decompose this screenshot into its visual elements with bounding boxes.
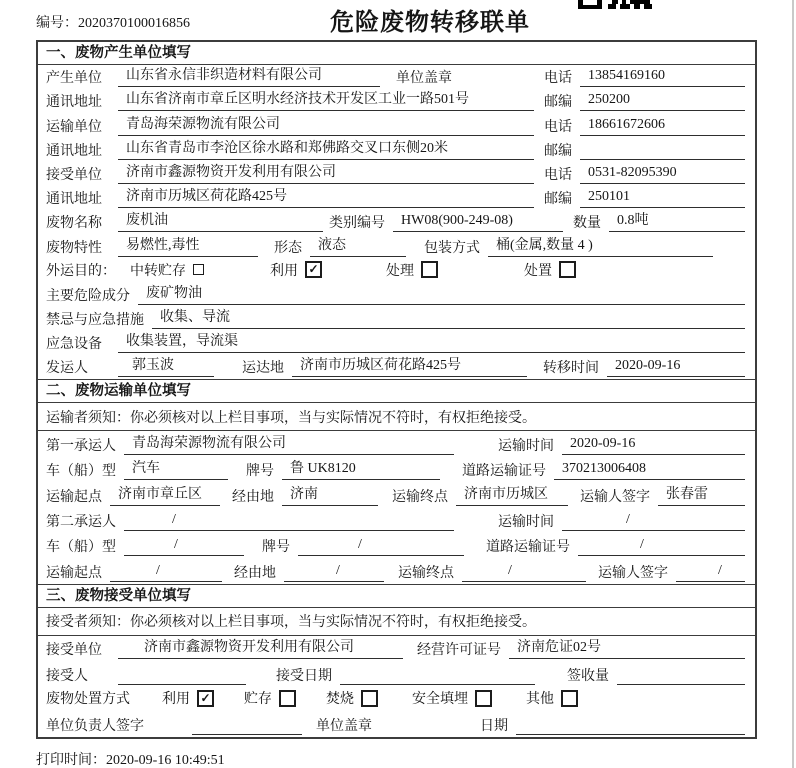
disposal-storage-checkbox	[279, 690, 296, 707]
disposal-other-checkbox	[561, 690, 578, 707]
disposal-other-label: 其他	[526, 692, 554, 708]
quantity-value: 0.8吨	[609, 209, 745, 232]
receiver-person-value	[118, 667, 246, 685]
purpose-transit-storage-checkbox	[193, 264, 204, 275]
section-receiver	[38, 584, 755, 738]
main-hazardous-component-value: 废矿物油	[138, 282, 745, 305]
via-1-value: 济南	[282, 483, 378, 506]
row-emergency-equipment	[38, 331, 755, 355]
receiver-phone-value: 0531-82095390	[580, 165, 745, 184]
row-receiver-person	[38, 661, 755, 686]
disposal-incinerate-checkbox	[361, 690, 378, 707]
origin-1-value: 济南市章丘区	[110, 483, 220, 506]
purpose-utilize-label: 利用	[270, 263, 298, 279]
operating-license-label: 经营许可证号	[417, 643, 501, 659]
purpose-utilize-option	[270, 260, 322, 280]
waste-name-value: 废机油	[118, 209, 323, 232]
road-permit-2-value: /	[578, 537, 745, 556]
producer-postcode-value: 250200	[580, 92, 745, 111]
receive-date-label: 接受日期	[276, 668, 332, 684]
purpose-dispose-option	[524, 260, 576, 280]
vehicle-type-1-label: 车（船）型	[46, 464, 116, 480]
received-quantity-label: 签收量	[567, 668, 609, 684]
packaging-value: 桶(金属,数量 4 )	[488, 234, 713, 257]
second-carrier-value: /	[124, 512, 454, 531]
disposal-incinerate-label: 焚烧	[326, 692, 354, 708]
consignor-label: 发运人	[46, 361, 88, 377]
seal-date-label: 日期	[480, 719, 508, 735]
transporter-postcode-value	[580, 142, 745, 160]
transporter-notice-label: 运输者须知：	[46, 410, 130, 426]
row-main-hazardous-component	[38, 283, 755, 307]
unit-seal-label: 单位盖章	[396, 71, 452, 87]
receive-date-value	[340, 667, 535, 685]
receiver-notice-text: 你必须核对以上栏目事项，当与实际情况不符时，有权拒绝接受。	[130, 615, 536, 631]
transfer-date-label: 转移时间	[543, 361, 599, 377]
disposal-other-option	[526, 688, 578, 708]
plate-number-2-label: 牌号	[262, 540, 290, 556]
producer-address-label: 通讯地址	[46, 95, 102, 111]
page-edge-line	[792, 0, 794, 768]
section-transporter	[38, 379, 755, 583]
row-second-carrier	[38, 508, 755, 533]
waste-characteristics-label: 废物特性	[46, 240, 102, 256]
carrier-signature-1-label: 运输人签字	[580, 489, 650, 505]
transport-date-1-label: 运输时间	[498, 438, 554, 454]
receiver-phone-label: 电话	[544, 167, 572, 183]
row-vehicle-1	[38, 457, 755, 482]
transfer-date-value: 2020-09-16	[607, 358, 745, 377]
row-waste-name	[38, 210, 755, 234]
purpose-dispose-checkbox	[559, 261, 576, 278]
seal-date-value	[516, 717, 745, 735]
row-waste-characteristics	[38, 234, 755, 258]
row-first-carrier	[38, 431, 755, 456]
row-receiver-unit	[38, 162, 755, 186]
physical-form-value: 液态	[310, 234, 406, 257]
row-disposal-method	[38, 687, 755, 712]
transfer-purpose-label: 外运目的：	[46, 263, 116, 279]
responsible-signature-label: 单位负责人签字	[46, 719, 144, 735]
transporter-notice-text: 你必须核对以上栏目事项，当与实际情况不符时，有权拒绝接受。	[130, 410, 536, 426]
receiver-person-label: 接受人	[46, 668, 88, 684]
responsible-signature-value	[192, 717, 302, 735]
purpose-transit-storage-label: 中转贮存	[130, 263, 186, 279]
disposal-utilize-checkbox-checked: ✓	[197, 690, 214, 707]
transporter-address-value: 山东省青岛市李沧区徐水路和郑佛路交叉口东侧20米	[118, 137, 534, 160]
row-transfer-purpose	[38, 259, 755, 283]
terminus-2-label: 运输终点	[398, 565, 454, 581]
section-generator-header: 一、废物产生单位填写	[38, 42, 755, 65]
purpose-treat-checkbox	[421, 261, 438, 278]
vehicle-type-2-label: 车（船）型	[46, 540, 116, 556]
vehicle-type-1-value: 汽车	[124, 457, 228, 480]
producer-unit-label: 产生单位	[46, 71, 102, 87]
producer-address-value: 山东省济南市章丘区明水经济技术开发区工业一路501号	[118, 88, 534, 111]
row-responsible-signature	[38, 712, 755, 737]
receiver-postcode-value: 250101	[580, 189, 745, 208]
plate-number-1-label: 牌号	[246, 464, 274, 480]
received-quantity-value	[617, 667, 745, 685]
packaging-label: 包装方式	[424, 240, 480, 256]
disposal-method-label: 废物处置方式	[46, 692, 130, 708]
row-producer-address	[38, 89, 755, 113]
transporter-unit-label: 运输单位	[46, 119, 102, 135]
producer-unit-value: 山东省永信非织造材料有限公司	[118, 64, 380, 87]
road-permit-1-label: 道路运输证号	[462, 464, 546, 480]
disposal-landfill-checkbox	[475, 690, 492, 707]
receiver-notice	[38, 608, 755, 636]
purpose-utilize-checkbox-checked: ✓	[305, 261, 322, 278]
plate-number-1-value: 鲁 UK8120	[282, 457, 440, 480]
operating-license-value: 济南危证02号	[509, 636, 745, 659]
carrier-signature-2-value: /	[676, 563, 745, 582]
carrier-signature-2-label: 运输人签字	[598, 565, 668, 581]
row-receiving-unit	[38, 636, 755, 661]
disposal-landfill-option	[412, 688, 492, 708]
terminus-1-label: 运输终点	[392, 489, 448, 505]
consignor-value: 郭玉波	[118, 354, 214, 377]
first-carrier-value: 青岛海荣源物流有限公司	[124, 432, 454, 455]
second-carrier-label: 第二承运人	[46, 515, 116, 530]
row-receiver-address	[38, 186, 755, 210]
terminus-1-value: 济南市历城区	[456, 483, 568, 506]
taboo-emergency-measures-label: 禁忌与应急措施	[46, 313, 144, 329]
waste-characteristics-value: 易燃性,毒性	[118, 234, 258, 257]
disposal-storage-label: 贮存	[244, 692, 272, 708]
transporter-unit-value: 青岛海荣源物流有限公司	[118, 113, 534, 136]
row-route-2	[38, 558, 755, 583]
section-transporter-header: 二、废物运输单位填写	[38, 380, 755, 403]
row-route-1	[38, 482, 755, 507]
origin-2-value: /	[110, 563, 222, 582]
via-1-label: 经由地	[232, 489, 274, 505]
receiver-address-label: 通讯地址	[46, 192, 102, 208]
disposal-utilize-label: 利用	[162, 692, 190, 708]
category-code-label: 类别编号	[329, 216, 385, 232]
disposal-incinerate-option	[326, 688, 378, 708]
transport-date-2-label: 运输时间	[498, 515, 554, 530]
producer-phone-label: 电话	[544, 71, 572, 87]
print-time-value: 2020-09-16 10:49:51	[106, 753, 225, 768]
emergency-equipment-value: 收集装置，导流渠	[118, 330, 745, 353]
road-permit-2-label: 道路运输证号	[486, 540, 570, 556]
destination-label: 运达地	[242, 361, 284, 377]
first-carrier-label: 第一承运人	[46, 438, 116, 454]
row-transporter-unit	[38, 113, 755, 137]
carrier-signature-1-value: 张春雷	[658, 483, 745, 506]
manifest-form-table	[36, 40, 757, 739]
purpose-treat-label: 处理	[386, 263, 414, 279]
transporter-phone-label: 电话	[544, 119, 572, 135]
qr-code-partial-icon	[578, 0, 652, 10]
section-receiver-header: 三、废物接受单位填写	[38, 585, 755, 608]
quantity-label: 数量	[573, 216, 601, 232]
serial-value: 2020370100016856	[78, 16, 190, 31]
taboo-emergency-measures-value: 收集、导流	[152, 306, 745, 329]
transporter-notice	[38, 403, 755, 431]
purpose-dispose-label: 处置	[524, 263, 552, 279]
purpose-treat-option	[386, 260, 438, 280]
destination-value: 济南市历城区荷花路425号	[292, 354, 527, 377]
producer-phone-value: 13854169160	[580, 68, 745, 87]
row-consignor	[38, 355, 755, 379]
vehicle-type-2-value: /	[124, 537, 244, 556]
row-vehicle-2	[38, 533, 755, 558]
receiver-unit-label: 接受单位	[46, 167, 102, 183]
transporter-postcode-label: 邮编	[544, 143, 572, 159]
row-producer-unit	[38, 65, 755, 89]
serial-label: 编号：	[36, 16, 78, 31]
producer-postcode-label: 邮编	[544, 95, 572, 111]
main-hazardous-component-label: 主要危险成分	[46, 288, 130, 304]
receiver-notice-label: 接受者须知：	[46, 615, 130, 631]
disposal-utilize-option	[162, 688, 214, 708]
receiving-unit-value: 济南市鑫源物资开发利用有限公司	[118, 636, 403, 659]
row-taboo-emergency-measures	[38, 307, 755, 331]
via-2-label: 经由地	[234, 565, 276, 581]
via-2-value: /	[284, 563, 384, 582]
print-time-line	[36, 749, 225, 768]
receiver-address-value: 济南市历城区荷花路425号	[118, 185, 534, 208]
transport-date-1-value: 2020-09-16	[562, 436, 745, 455]
waste-name-label: 废物名称	[46, 216, 102, 232]
print-time-label: 打印时间：	[36, 753, 106, 768]
section-generator	[38, 42, 755, 379]
transporter-address-label: 通讯地址	[46, 143, 102, 159]
disposal-storage-option	[244, 688, 296, 708]
origin-1-label: 运输起点	[46, 489, 102, 505]
road-permit-1-value: 370213006408	[554, 461, 745, 480]
disposal-landfill-label: 安全填埋	[412, 692, 468, 708]
receiver-unit-value: 济南市鑫源物资开发利用有限公司	[118, 161, 534, 184]
receiving-unit-label: 接受单位	[46, 643, 102, 659]
physical-form-label: 形态	[274, 240, 302, 256]
page-title: 危险废物转移联单	[330, 10, 530, 36]
purpose-transit-storage-option	[130, 260, 204, 280]
category-code-value: HW08(900-249-08)	[393, 213, 563, 232]
row-transporter-address	[38, 138, 755, 162]
terminus-2-value: /	[462, 563, 586, 582]
transport-date-2-value: /	[562, 512, 745, 531]
plate-number-2-value: /	[298, 537, 464, 556]
receiver-postcode-label: 邮编	[544, 192, 572, 208]
emergency-equipment-label: 应急设备	[46, 337, 102, 353]
origin-2-label: 运输起点	[46, 565, 102, 581]
receiver-unit-seal-label: 单位盖章	[316, 719, 372, 735]
transporter-phone-value: 18661672606	[580, 117, 745, 136]
